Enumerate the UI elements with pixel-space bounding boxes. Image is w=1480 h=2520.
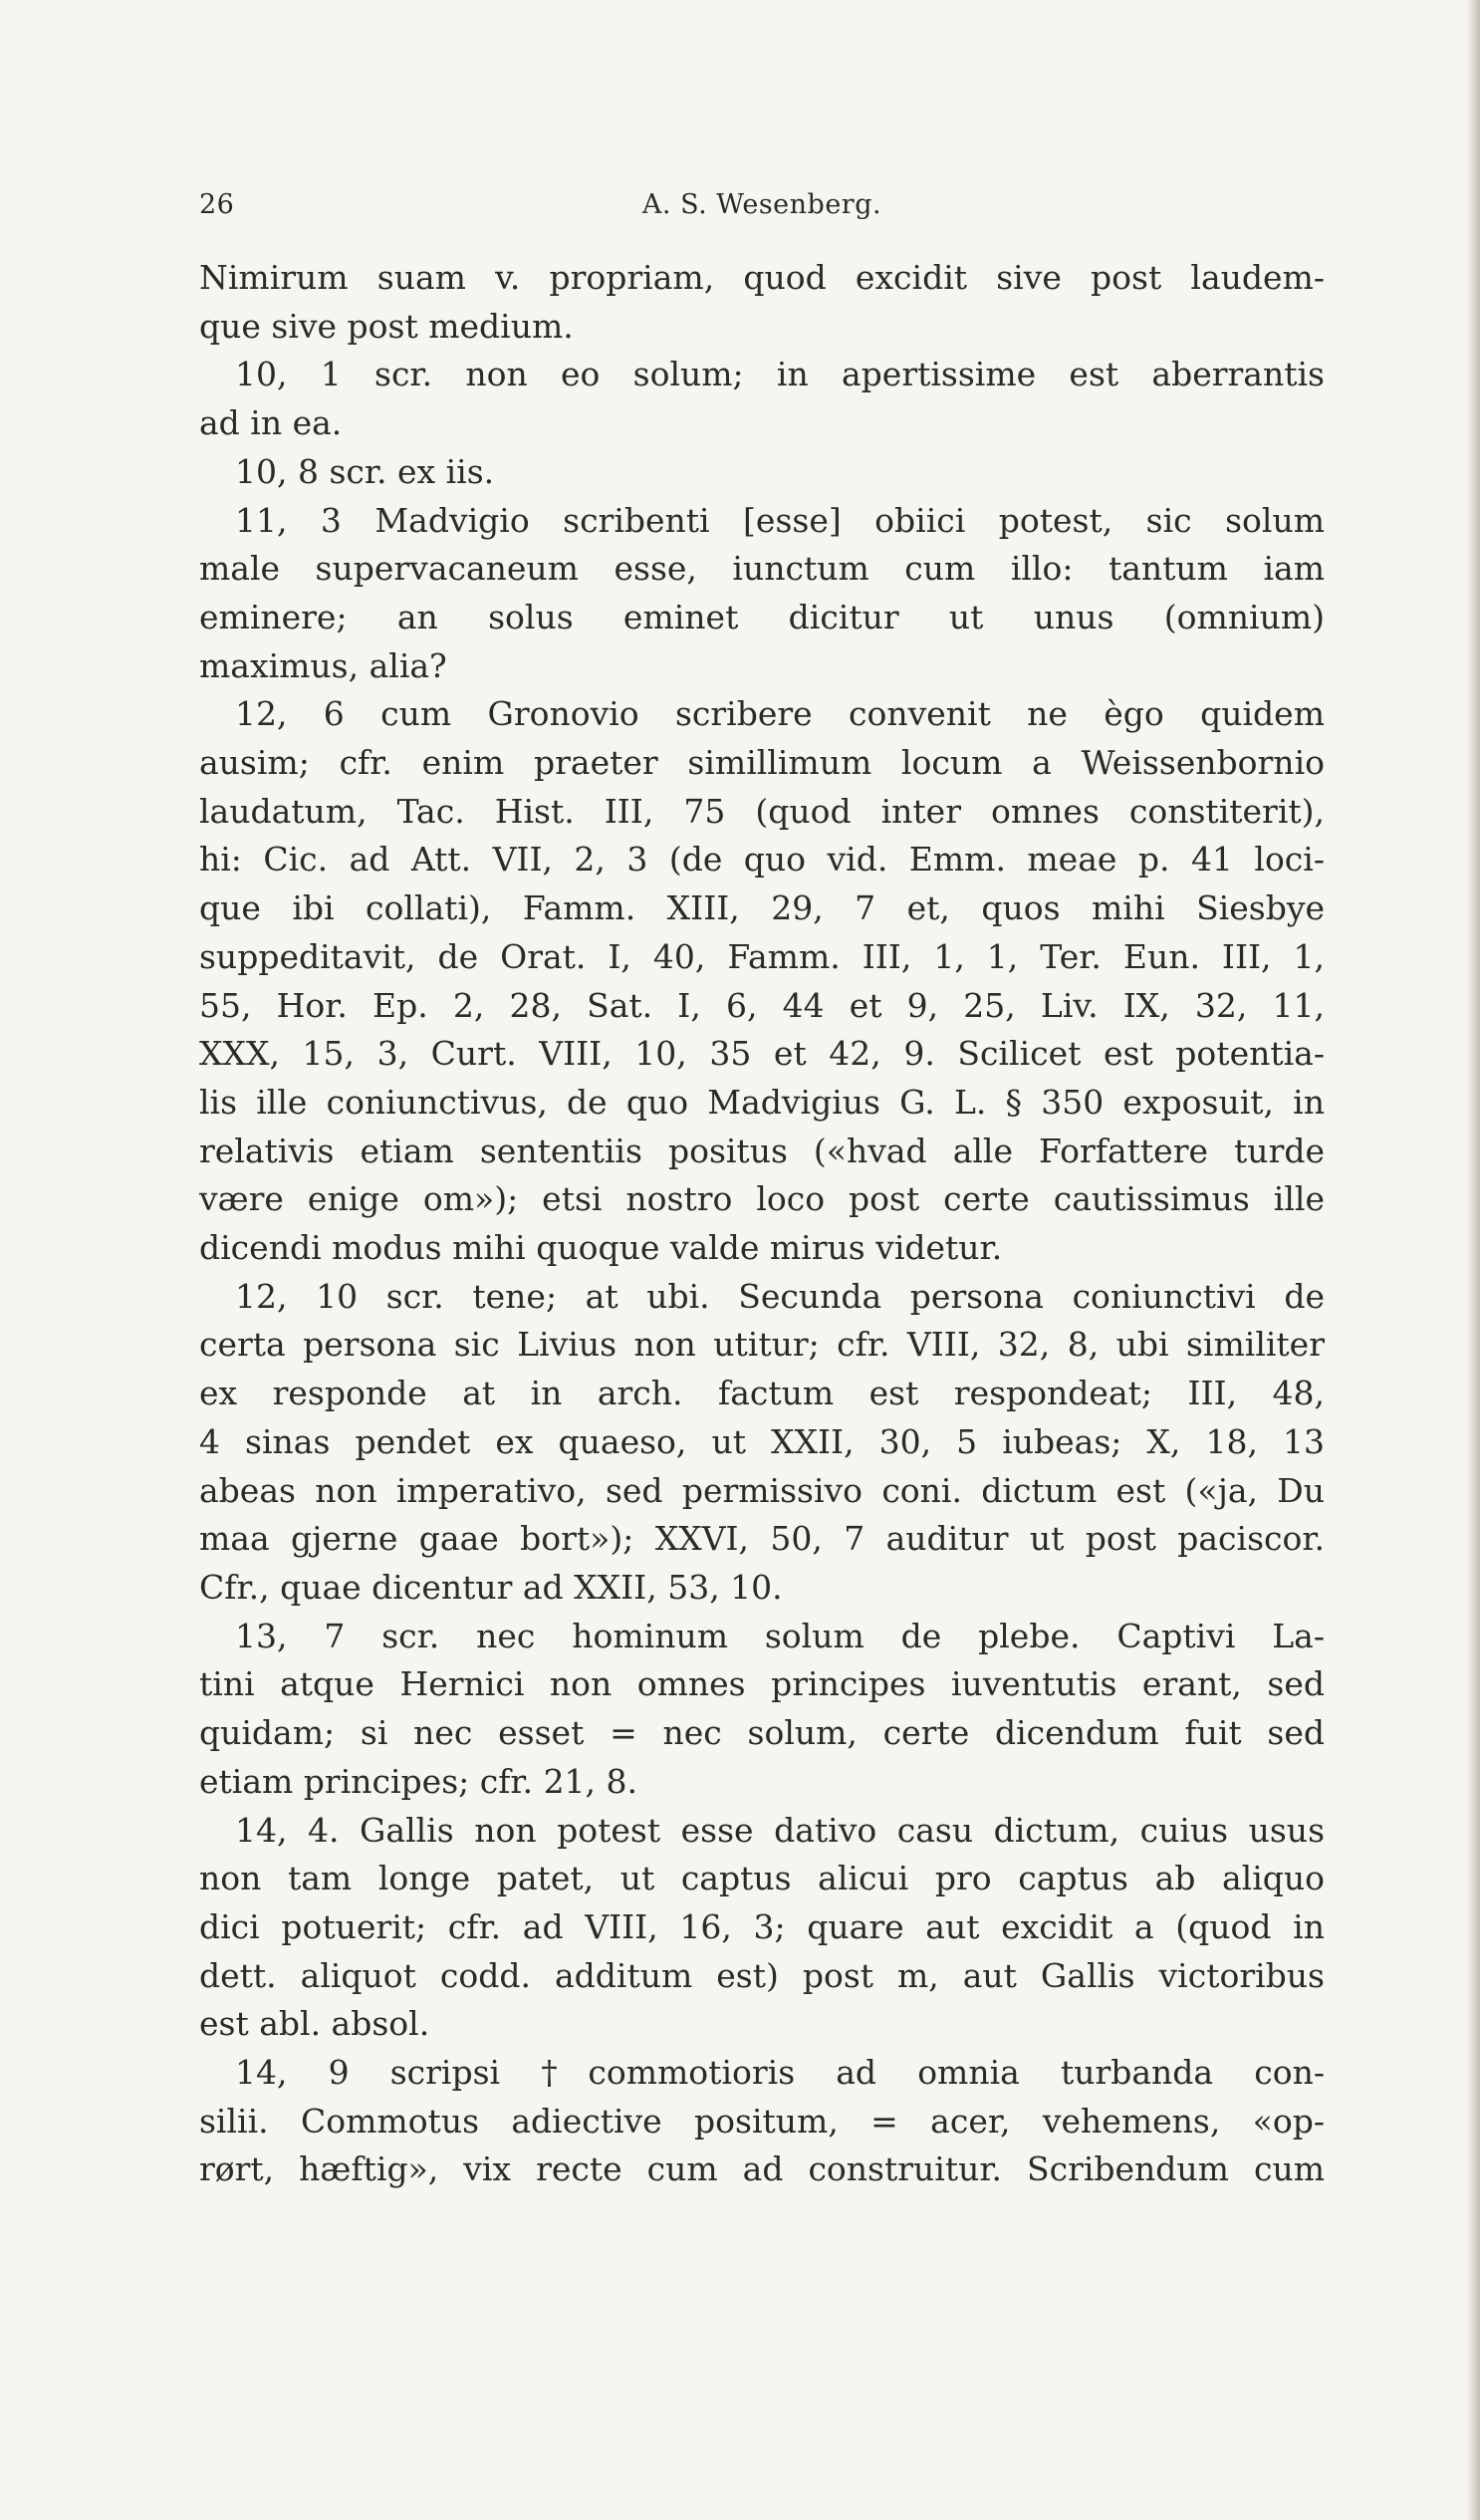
text-line: dicendi modus mihi quoque valde mirus videtur. [199, 1228, 1003, 1268]
text-line: que sive post medium. [199, 306, 574, 346]
text-line: rørt, hæftig», vix recte cum ad construitur. Scribendum cum [199, 2149, 1325, 2189]
text-line: 10, 8 scr. ex iis. [235, 451, 495, 491]
body-text [199, 254, 1325, 2194]
text-line: ex responde at in arch. factum est respondeat; III, 48, [199, 1374, 1325, 1413]
text-line: 10, 1 scr. non eo solum; in apertissime est aberrantis [235, 355, 1325, 394]
text-line: 4 sinas pendet ex quaeso, ut XXII, 30, 5 iubeas; X, 18, 13 [199, 1421, 1325, 1461]
text-line: laudatum, Tac. Hist. III, 75 (quod inter omnes constiterit), [199, 791, 1325, 831]
text-line: 12, 6 cum Gronovio scribere convenit ne ègo quidem [235, 694, 1325, 734]
running-title: A. S. Wesenberg. [641, 189, 882, 220]
text-line: suppeditavit, de Orat. I, 40, Famm. III, 1, 1, Ter. Eun. III, 1, [199, 936, 1325, 976]
text-line: 11, 3 Madvigio scribenti [esse] obiici potest, sic solum [235, 500, 1325, 540]
text-line: Nimirum suam v. propriam, quod excidit sive post laudem- [199, 258, 1325, 297]
text-line: non tam longe patet, ut captus alicui pro captus ab aliquo [199, 1859, 1325, 1898]
text-line: Cfr., quae dicentur ad XXII, 53, 10. [199, 1567, 783, 1607]
text-line: eminere; an solus eminet dicitur ut unus (omnium) [199, 597, 1325, 636]
text-line: 12, 10 scr. tene; at ubi. Secunda persona coniunctivi de [235, 1276, 1325, 1316]
text-line: silii. Commotus adiective positum, = acer, vehemens, «op- [199, 2101, 1325, 2141]
text-line: etiam principes; cfr. 21, 8. [199, 1761, 638, 1801]
text-line: que ibi collati), Famm. XIII, 29, 7 et, quos mihi Siesbye [199, 888, 1325, 928]
text-line: quidam; si nec esset = nec solum, certe dicendum fuit sed [199, 1713, 1325, 1753]
text-line: tini atque Hernici non omnes principes iuventutis erant, sed [199, 1664, 1325, 1704]
text-line: hi: Cic. ad Att. VII, 2, 3 (de quo vid. Emm. meae p. 41 loci- [199, 840, 1325, 880]
text-line: dici potuerit; cfr. ad VIII, 16, 3; quare aut excidit a (quod in [199, 1906, 1325, 1946]
text-line: lis ille coniunctivus, de quo Madvigius G. L. § 350 exposuit, in [199, 1082, 1325, 1122]
text-line: 55, Hor. Ep. 2, 28, Sat. I, 6, 44 et 9, 25, Liv. IX, 32, 11, [199, 985, 1325, 1025]
text-line: maa gjerne gaae bort»); XXVI, 50, 7 auditur ut post paciscor. [199, 1519, 1325, 1559]
text-line: maximus, alia? [199, 645, 447, 685]
text-line: dett. aliquot codd. additum est) post m, aut Gallis victoribus [199, 1955, 1325, 1995]
text-line: XXX, 15, 3, Curt. VIII, 10, 35 et 42, 9. Scilicet est potentia- [199, 1034, 1325, 1074]
text-line: være enige om»); etsi nostro loco post certe cautissimus ille [199, 1179, 1325, 1219]
text-line: certa persona sic Livius non utitur; cfr. VIII, 32, 8, ubi similiter [199, 1325, 1325, 1365]
page-edge-shadow [1466, 0, 1480, 2520]
text-line: 13, 7 scr. nec hominum solum de plebe. Captivi La- [235, 1616, 1325, 1655]
text-line: abeas non imperativo, sed permissivo coni. dictum est («ja, Du [199, 1470, 1325, 1510]
text-line: est abl. absol. [199, 2004, 430, 2044]
text-line: ad in ea. [199, 403, 343, 443]
text-line: ausim; cfr. enim praeter simillimum locum a Weissenbornio [199, 743, 1325, 783]
text-line: 14, 4. Gallis non potest esse dativo casu dictum, cuius usus [235, 1810, 1325, 1850]
text-line: 14, 9 scripsi †commotioris ad omnia turbanda con- [235, 2053, 1325, 2093]
text-line: male supervacaneum esse, iunctum cum illo: tantum iam [199, 549, 1325, 589]
page-number: 26 [199, 189, 235, 220]
page-header [199, 189, 1325, 239]
text-line: relativis etiam sententiis positus («hvad alle Forfattere turde [199, 1131, 1325, 1170]
